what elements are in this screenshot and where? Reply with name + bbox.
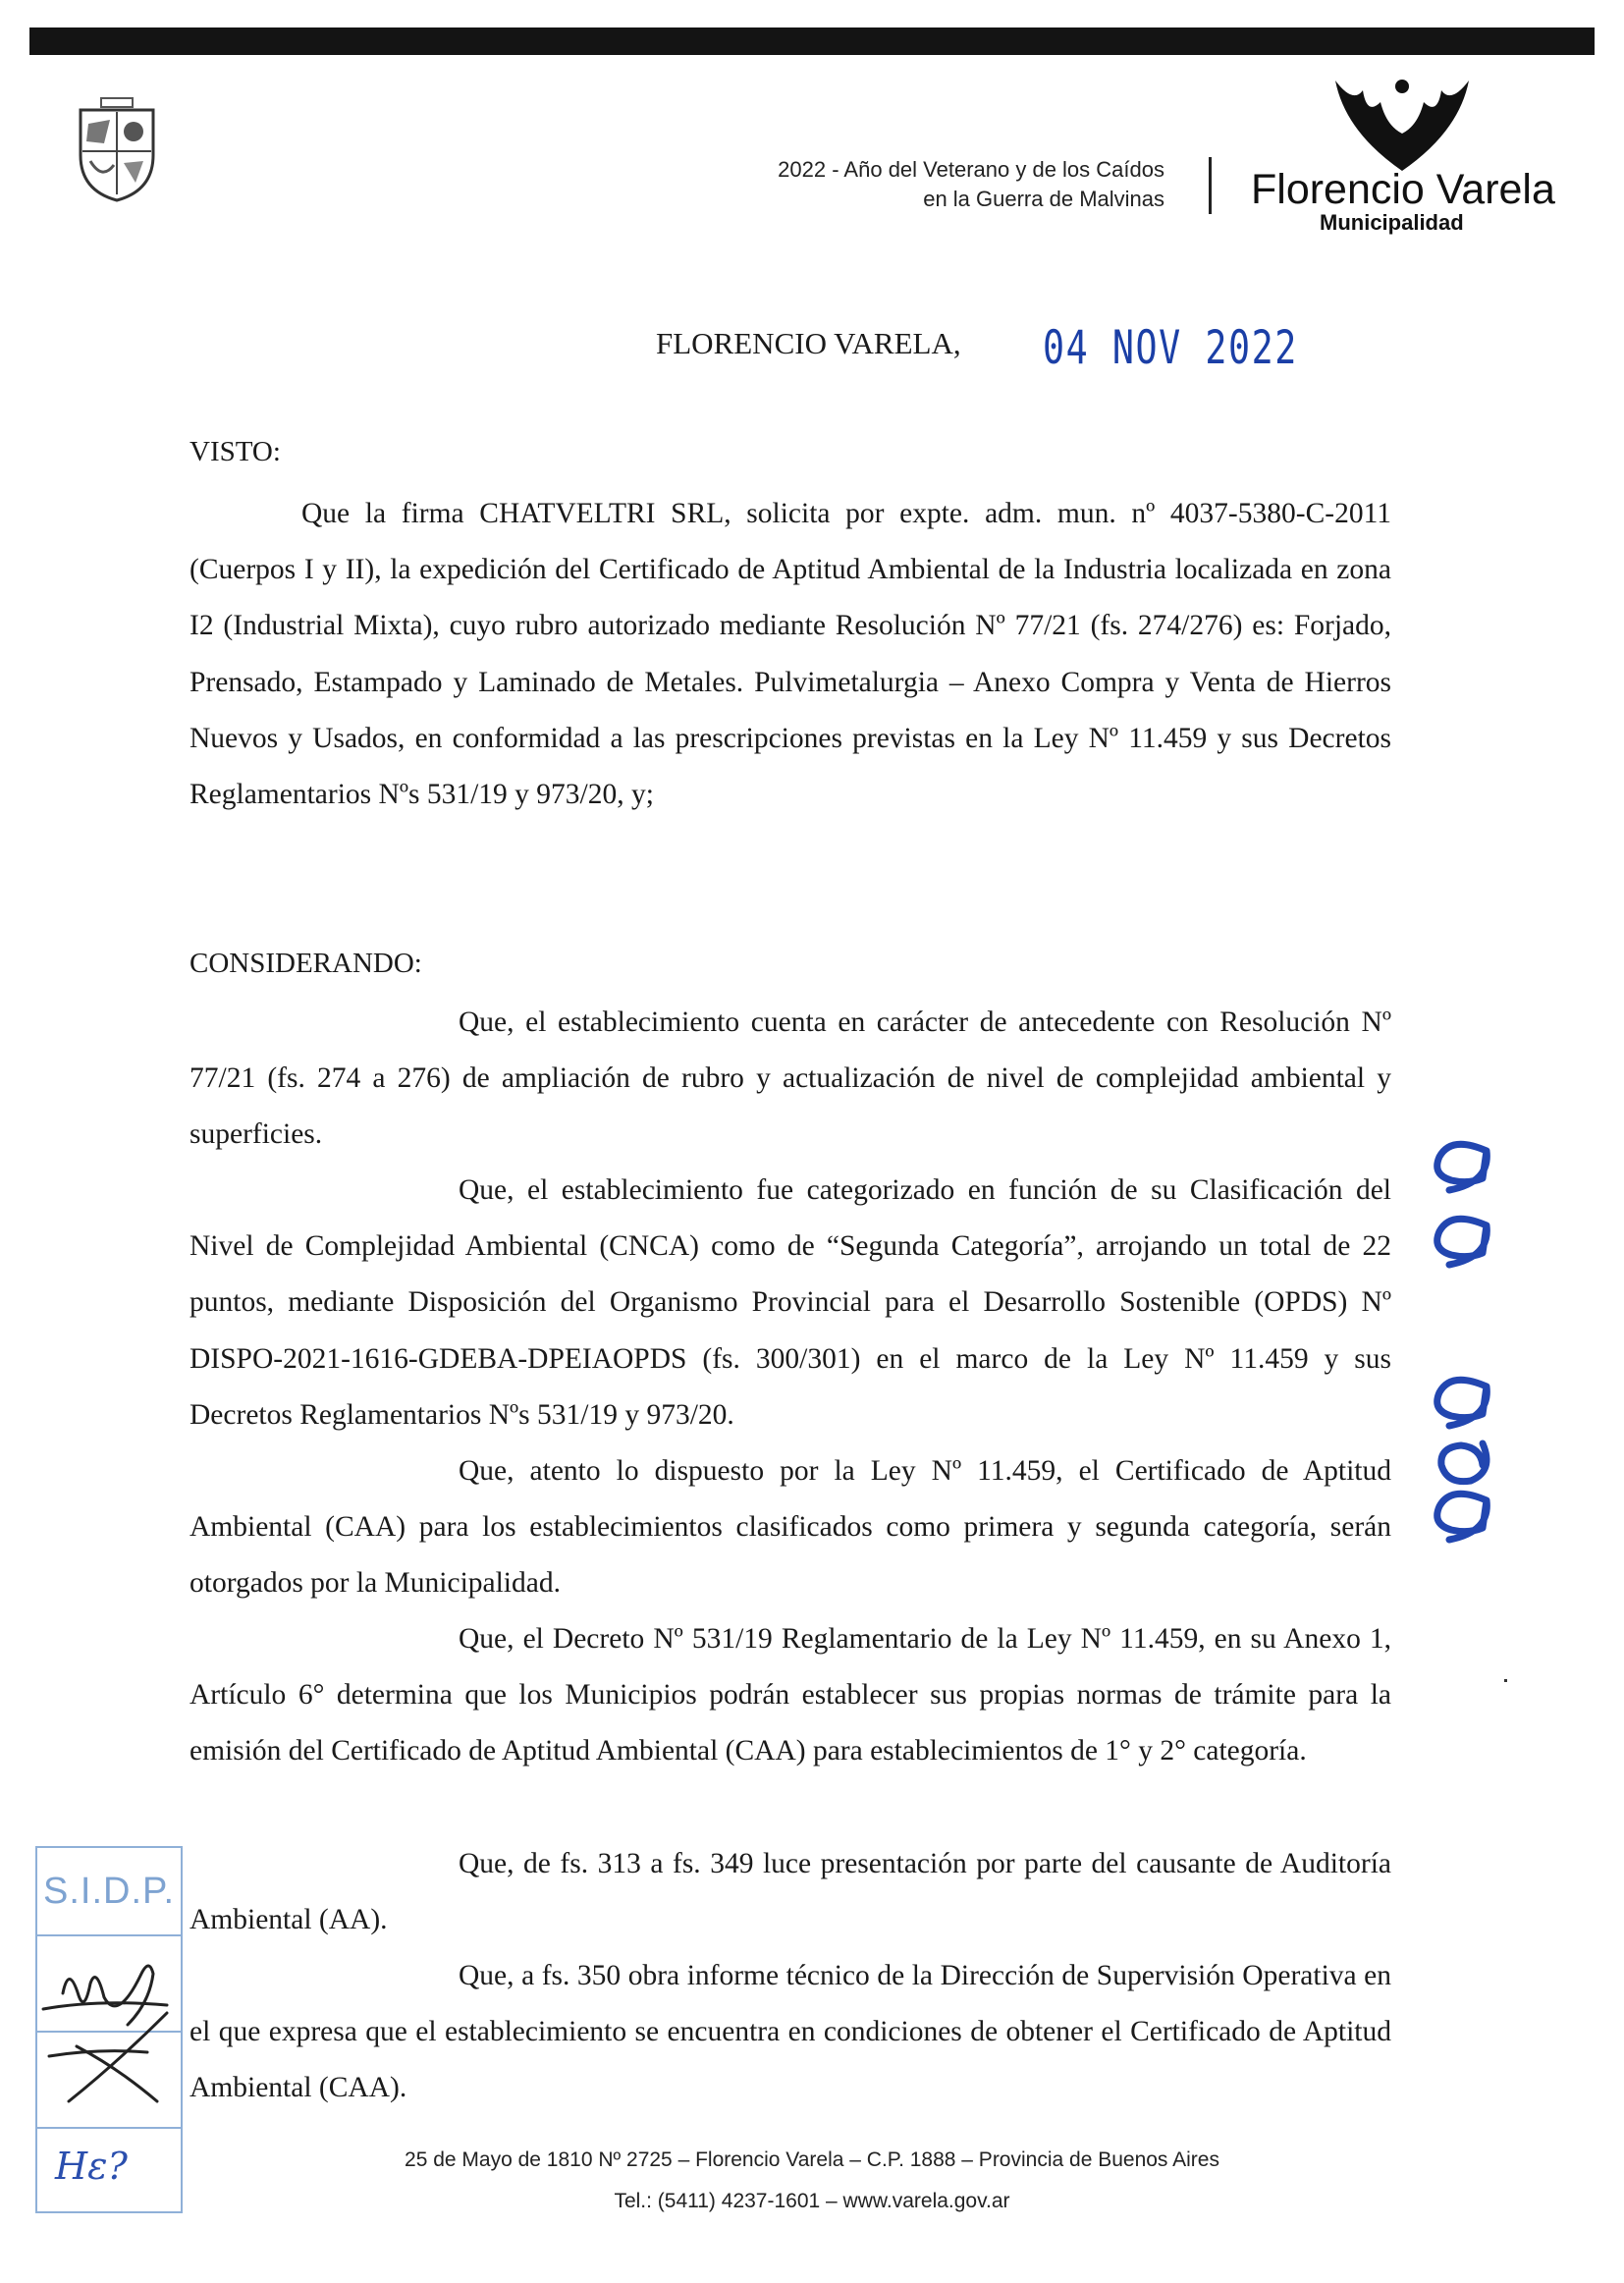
considerando-paragraph-4: Que, el Decreto Nº 531/19 Reglamentario de la Ley Nº 11.459, en su Anexo 1, Artículo 6° determina que los Municipios podrán establecer sus propias normas de trámite para la emisión del Certificado de Aptitud Ambiental (CAA) para establecimientos de 1° y 2° categoría. [189, 1623, 1391, 1767]
handwritten-initials: Hε? [55, 2145, 128, 2188]
header-motto-line-1: 2022 - Año del Veterano y de los Caídos [778, 157, 1164, 182]
considerando-paragraph-6: Que, a fs. 350 obra informe técnico de la Dirección de Supervisión Operativa en el que expresa que el establecimiento se encuentra en condiciones de obtener el Certificado de Aptitud Ambiental (CAA). [189, 1960, 1391, 2104]
header-motto [778, 155, 1164, 214]
visto-paragraph: Que la firma CHATVELTRI SRL, solicita por expte. adm. mun. nº 4037-5380-C-2011 (Cuerpos I y II), la expedición del Certificado de Aptitud Ambiental de la Industria localizada en zona I2 (Industrial Mixta), cuyo rubro autorizado mediante Resolución Nº 77/21 (fs. 274/276) es: Forjado, Prensado, Estampado y Laminado de Metales. Pulvimetalurgia – Anexo Compra y Venta de Hierros Nuevos y Usados, en conformidad a las prescripciones previstas en la Ley Nº 11.459 y sus Decretos Reglamentarios Nºs 531/19 y 973/20, y; [189, 498, 1391, 811]
considerando-heading: CONSIDERANDO: [189, 948, 422, 979]
top-black-bar [29, 27, 1595, 55]
considerando-paragraph-1: Que, el establecimiento cuenta en carácter de antecedente con Resolución Nº 77/21 (fs. 274 a 276) de ampliación de rubro y actualización de nivel de complejidad ambiental y superficies. [189, 1006, 1391, 1151]
considerando-paragraph-3: Que, atento lo dispuesto por la Ley Nº 11.459, el Certificado de Aptitud Ambiental (CAA) para los establecimientos clasificados como primera y segunda categoría, serán otorgados por la Municipalidad. [189, 1455, 1391, 1600]
handwritten-signature [39, 1954, 236, 2121]
header-motto-line-2: en la Guerra de Malvinas [923, 187, 1164, 211]
sidp-stamp-label: S.I.D.P. [42, 1871, 176, 1912]
municipality-name: Florencio Varela [1251, 166, 1555, 213]
municipality-logo-icon [1327, 73, 1477, 173]
footer-address: 25 de Mayo de 1810 Nº 2725 – Florencio Varela – C.P. 1888 – Provincia de Buenos Aires [405, 2148, 1219, 2171]
date-stamp: 04 NOV 2022 [1043, 321, 1298, 375]
speck-mark [1504, 1679, 1507, 1682]
footer-contact: Tel.: (5411) 4237-1601 – www.varela.gov.ar [614, 2190, 1010, 2212]
stamp-divider-3 [37, 2127, 181, 2129]
dateline-place: FLORENCIO VARELA, [656, 326, 961, 360]
coat-of-arms-icon [75, 96, 159, 204]
stamp-divider-1 [37, 1934, 181, 1936]
folio-number-handwritten [1422, 1131, 1502, 1563]
municipality-subtitle: Municipalidad [1320, 210, 1464, 235]
visto-heading: VISTO: [189, 436, 281, 467]
header-divider [1209, 157, 1212, 214]
considerando-paragraph-2: Que, el establecimiento fue categorizado en función de su Clasificación del Nivel de Complejidad Ambiental (CNCA) como de “Segunda Categoría”, arrojando un total de 22 puntos, mediante Disposición del Organismo Provincial para el Desarrollo Sostenible (OPDS) Nº DISPO-2021-1616-GDEBA-DPEIAOPDS (fs. 300/301) en el marco de la Ley Nº 11.459 y sus Decretos Reglamentarios Nºs 531/19 y 973/20. [189, 1174, 1391, 1431]
considerando-paragraph-5: Que, de fs. 313 a fs. 349 luce presentación por parte del causante de Auditoría Ambiental (AA). [189, 1848, 1391, 1936]
